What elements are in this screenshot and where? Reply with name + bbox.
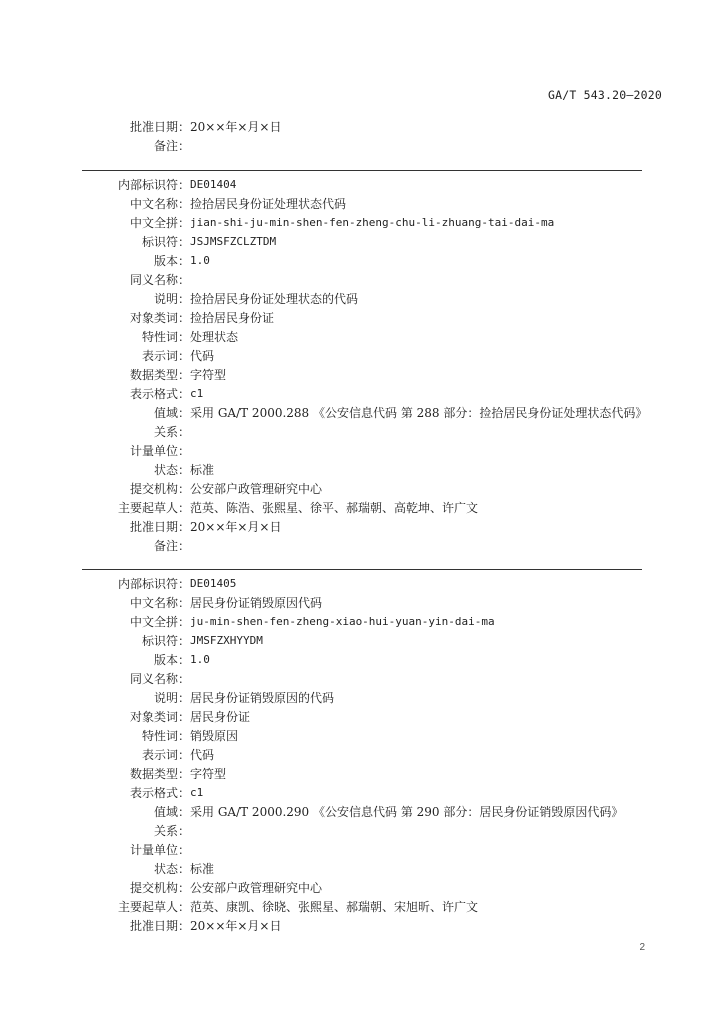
field-label: 状态 ： [82, 461, 190, 479]
section-divider [82, 569, 642, 570]
field-label: 说明 ： [82, 290, 190, 308]
field-label: 状态 ： [82, 860, 190, 878]
field-label: 备注 ： [82, 137, 190, 155]
field-label: 值域 ： [82, 803, 190, 821]
field-value: 范英、陈浩、张熙星、徐平、郝瑞朝、高乾坤、许广文 [190, 501, 479, 515]
field-label: 对象类词 ： [82, 309, 190, 327]
field-value: 标准 [190, 862, 215, 876]
field-label: 表示格式 ： [82, 385, 190, 403]
field-label: 主要起草人 ： [82, 898, 190, 916]
field-label: 数据类型 ： [82, 366, 190, 384]
field-label: 内部标识符 ： [82, 176, 190, 194]
field-value: 捡拾居民身份证 [190, 311, 275, 325]
field-value: 代码 [190, 349, 215, 363]
field-value: 公安部户政管理研究中心 [190, 881, 323, 895]
field-value: 范英、康凯、徐晓、张熙星、郝瑞朝、宋旭昕、许广文 [190, 900, 479, 914]
field-label: 关系 ： [82, 423, 190, 441]
standard-code-header: GA/T 543.20—2020 [548, 88, 662, 102]
field-value: 处理状态 [190, 330, 239, 344]
field-value: 20××年×月×日 [190, 520, 282, 534]
field-value: 捡拾居民身份证处理状态的代码 [190, 292, 359, 306]
field-value: DE01405 [190, 577, 237, 590]
field-value: JMSFZXHYYDM [190, 634, 263, 647]
field-label: 主要起草人 ： [82, 499, 190, 517]
page-number: 2 [639, 942, 645, 953]
field-label: 标识符 ： [82, 233, 190, 251]
field-label: 特性词 ： [82, 727, 190, 745]
field-value: 居民身份证销毁原因代码 [190, 596, 323, 610]
field-value: 捡拾居民身份证处理状态代码 [190, 197, 347, 211]
field-value: c1 [190, 786, 204, 799]
field-value: 标准 [190, 463, 215, 477]
field-value: 字符型 [190, 368, 227, 382]
field-label: 对象类词 ： [82, 708, 190, 726]
field-value: 居民身份证销毁原因的代码 [190, 691, 335, 705]
section-divider [82, 170, 642, 171]
field-value: 居民身份证 [190, 710, 251, 724]
field-label: 内部标识符 ： [82, 575, 190, 593]
field-label: 关系 ： [82, 822, 190, 840]
field-label: 计量单位 ： [82, 841, 190, 859]
field-label: 提交机构 ： [82, 480, 190, 498]
field-label: 说明 ： [82, 689, 190, 707]
field-value: DE01404 [190, 178, 237, 191]
field-value: 公安部户政管理研究中心 [190, 482, 323, 496]
field-label: 版本 ： [82, 252, 190, 270]
field-label: 值域 ： [82, 404, 190, 422]
field-value: JSJMSFZCLZTDM [190, 235, 277, 248]
field-value: 销毁原因 [190, 729, 239, 743]
field-label: 数据类型 ： [82, 765, 190, 783]
field-label: 备注 ： [82, 537, 190, 555]
field-label: 标识符 ： [82, 632, 190, 650]
field-label: 中文名称 ： [82, 594, 190, 612]
field-label: 中文名称 ： [82, 195, 190, 213]
field-value: 20××年×月×日 [190, 120, 282, 134]
field-value: 1.0 [190, 254, 210, 267]
field-label: 批准日期 ： [82, 917, 190, 935]
field-label: 批准日期 ： [82, 118, 190, 136]
field-label: 同义名称 ： [82, 670, 190, 688]
field-value: c1 [190, 387, 204, 400]
field-label: 表示格式 ： [82, 784, 190, 802]
field-label: 中文全拼 ： [82, 613, 190, 631]
field-label: 同义名称 ： [82, 271, 190, 289]
field-label: 提交机构 ： [82, 879, 190, 897]
field-value: jian-shi-ju-min-shen-fen-zheng-chu-li-zhuang-tai-dai-ma [190, 216, 555, 229]
field-value: 代码 [190, 748, 215, 762]
field-value: 20××年×月×日 [190, 919, 282, 933]
field-label: 批准日期 ： [82, 518, 190, 536]
field-label: 版本 ： [82, 651, 190, 669]
field-label: 中文全拼 ： [82, 214, 190, 232]
field-value: 采用 GA/T 2000.290 《公安信息代码 第 290 部分：居民身份证销毁原因代码》 [190, 805, 624, 819]
field-label: 表示词 ： [82, 347, 190, 365]
field-value: ju-min-shen-fen-zheng-xiao-hui-yuan-yin-dai-ma [190, 615, 495, 628]
field-label: 计量单位 ： [82, 442, 190, 460]
field-label: 特性词 ： [82, 328, 190, 346]
field-value: 字符型 [190, 767, 227, 781]
field-value: 1.0 [190, 653, 210, 666]
field-value: 采用 GA/T 2000.288 《公安信息代码 第 288 部分：捡拾居民身份证处理状态代码》 [190, 406, 648, 420]
field-label: 表示词 ： [82, 746, 190, 764]
